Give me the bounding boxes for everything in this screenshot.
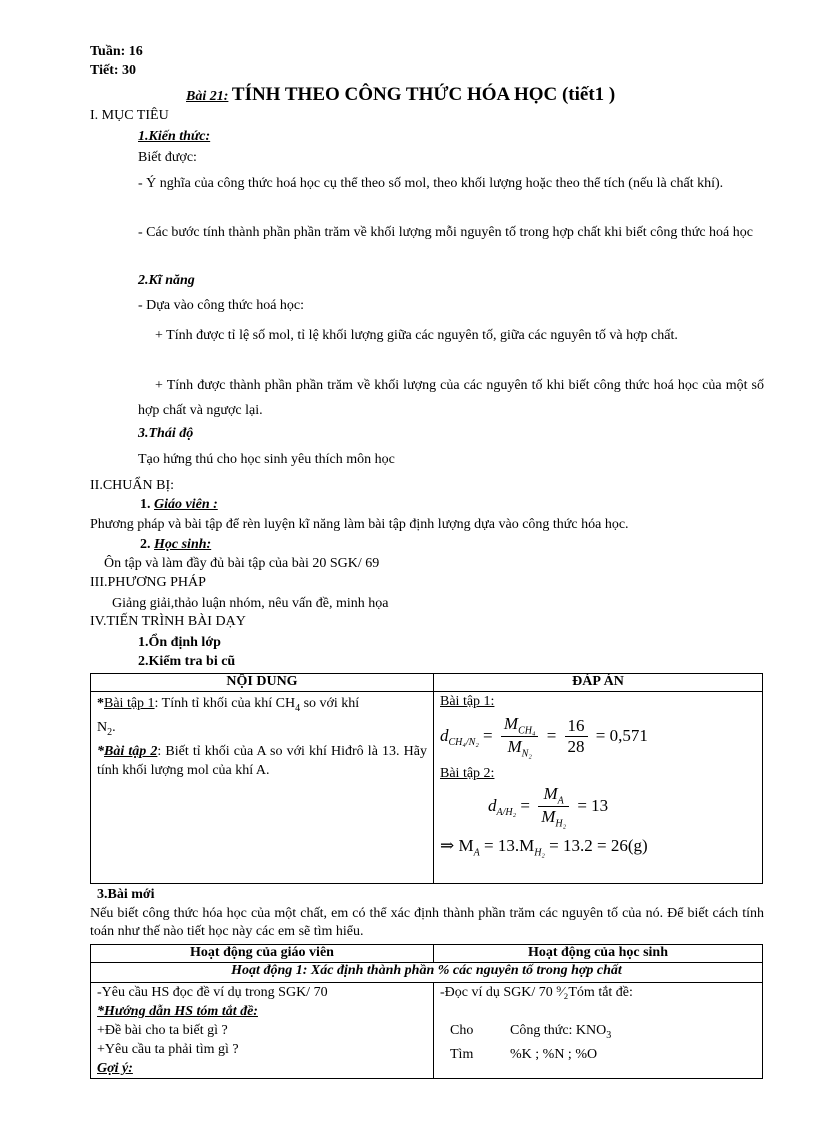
answer-1-frac-den: 28: [567, 737, 585, 757]
answer-2-m-den-sub: H₂: [555, 818, 567, 830]
answer-2-formula: $d_{A/H_2}$ = $\frac{M_A}{M_{H_2}}$ = 13: [488, 783, 609, 830]
skill-intro: - Dựa vào công thức hoá học:: [138, 298, 305, 313]
answer-2-m-num: M: [543, 783, 558, 803]
activity-col-teacher: Hoạt động của giáo viên: [91, 945, 434, 963]
answer-2-m-den: M: [541, 807, 556, 827]
student-heading: Học sinh:: [154, 537, 212, 552]
lesson-label: Bài 21:: [186, 89, 229, 104]
answer-2-mass-fraction: [538, 784, 569, 830]
answer-2-d-sub: A/H₂: [496, 806, 517, 818]
student-step-2: [440, 1021, 756, 1045]
question-1-text: : Tính tỉ khối của khí CH: [154, 696, 296, 711]
knowledge-paragraph-1: - Ý nghĩa của công thức hoá học cụ thể theo số mol, theo khối lượng hoặc theo thể tích (nếu là chất khí).: [138, 176, 724, 191]
method-text: Giảng giải,thảo luận nhóm, nêu vấn đề, minh họa: [112, 596, 389, 611]
step-1: 1.Ổn định lớp: [138, 635, 221, 650]
student-step-1: -Đọc ví dụ SGK/ 70 ⁹⁄₂Tóm tắt đề:: [440, 985, 633, 1000]
section-3-title: III.PHƯƠNG PHÁP: [90, 575, 206, 590]
answer-1-frac-num: 16: [565, 716, 588, 737]
student-text: Ôn tập và làm đầy đủ bài tập của bài 20 SGK/ 69: [104, 556, 380, 571]
activity-table: [90, 944, 763, 1079]
attitude-text: Tạo hứng thú cho học sinh yêu thích môn học: [138, 452, 395, 467]
teacher-step-4: +Yêu cầu ta phải tìm gì ?: [97, 1042, 239, 1057]
student-given-sub: 3: [606, 1029, 612, 1041]
skill-paragraph-1: + Tính được tỉ lệ số mol, tỉ lệ khối lượng giữa các nguyên tố, giữa các nguyên tố và hợp chất.: [155, 328, 678, 343]
question-1-text3: N: [97, 719, 108, 735]
teacher-activity-cell: [91, 983, 434, 1079]
answer-2-label: Bài tập 2:: [440, 765, 495, 781]
question-2: *Bài tập 2: Biết tỉ khối của A so với khí Hiđrô là 13. Hãy tính khối lượng mol của khí A.: [97, 743, 427, 778]
teacher-step-5: Gợi ý:: [97, 1061, 133, 1076]
attitude-heading: 3.Thái độ: [138, 426, 194, 441]
teacher-step-3: +Đề bài cho ta biết gì ?: [97, 1023, 228, 1038]
knowledge-paragraph-2: - Các bước tính thành phần phần trăm về khối lượng mỗi nguyên tố trong hợp chất khi biết công thức hoá học: [138, 225, 753, 240]
student-number: 2.: [140, 537, 151, 552]
student-step-3: [440, 1045, 756, 1064]
skill-heading: 2.Kĩ năng: [138, 273, 195, 288]
lesson-title: TÍNH THEO CÔNG THỨC HÓA HỌC (tiết1 ): [231, 84, 616, 105]
section-4-title: IV.TIẾN TRÌNH BÀI DẠY: [90, 614, 246, 629]
answer-2-final-sub2: H₂: [534, 846, 545, 858]
knowledge-intro: Biết được:: [138, 150, 197, 165]
lesson-heading: [186, 84, 615, 106]
answer-1-mass-fraction: [501, 714, 539, 760]
check-questions-cell: [91, 692, 434, 884]
answer-2-final-sub: A: [473, 846, 480, 858]
activity-1-heading: Hoạt động 1: Xác định thành phần % các nguyên tố trong hợp chất: [91, 963, 763, 983]
check-table: [90, 673, 763, 884]
teacher-heading-line: [140, 497, 218, 513]
question-1-text2: so với khí: [300, 696, 360, 711]
new-lesson-intro: Nếu biết công thức hóa học của một chất, em có thể xác định thành phần trăm các nguyên tố của nó. Để biết cách tính toán như thế nào tiết học này các em sẽ tìm hiểu.: [90, 906, 764, 939]
student-given-label: Cho: [450, 1023, 474, 1038]
student-heading-line: [140, 537, 211, 553]
answer-2-result: = 13: [577, 795, 609, 815]
check-answers-cell: [434, 692, 763, 884]
answer-1-formula: $d_{CH_4/N_2}$ = $\frac{M_{CH_4}}{M_{N_2}}$ = $\frac{16}{28}$ = 0,571: [440, 714, 648, 760]
student-find-label: Tìm: [450, 1046, 474, 1062]
activity-col-student: Hoạt động của học sinh: [434, 945, 763, 963]
answer-1-m-num: M: [503, 714, 519, 733]
question-1-sub: 4: [295, 702, 301, 714]
week-label: Tuần: 16: [90, 44, 143, 59]
answer-2-d: d: [488, 795, 497, 815]
skill-paragraph-2: + Tính được thành phần phần trăm về khối lượng của các nguyên tố khi biết công thức hoá học của một số hợp chất và ngược lại.: [138, 378, 764, 418]
question-1-label: Bài tập 1: [104, 696, 155, 711]
answer-2-final-mid: = 13.M: [479, 835, 535, 855]
question-2-label: Bài tập 2: [104, 743, 158, 759]
section-1-title: I. MỤC TIÊU: [90, 108, 169, 123]
answer-1-result: = 0,571: [595, 725, 648, 745]
check-col-content: NỘI DUNG: [91, 674, 434, 692]
period-label: Tiết: 30: [90, 63, 137, 78]
question-1-text4: .: [112, 719, 116, 735]
answer-2-final-end: = 13.2 = 26(g): [544, 835, 648, 855]
section-2-title: II.CHUẨN BỊ:: [90, 478, 174, 493]
answer-1-label: Bài tập 1:: [440, 694, 495, 709]
answer-1-d: d: [440, 725, 449, 745]
question-1: *Bài tập 1: Tính tỉ khối của khí $CH_4$ so với khí $N_2$.: [97, 696, 360, 738]
student-find-value: %K ; %N ; %O: [510, 1046, 598, 1062]
answer-1-m-den: M: [507, 737, 522, 757]
question-1-sub2: 2: [107, 726, 113, 738]
answer-2-final-start: ⇒ M: [440, 835, 474, 855]
teacher-heading: Giáo viên :: [154, 497, 218, 512]
teacher-number: 1.: [140, 497, 151, 512]
teacher-step-1: -Yêu cầu HS đọc đề ví dụ trong SGK/ 70: [97, 985, 328, 1000]
teacher-step-2: *Hướng dẫn HS tóm tắt đề:: [97, 1004, 258, 1019]
answer-2-final: [440, 836, 756, 858]
answer-2-m-num-sub: A: [557, 795, 564, 807]
question-2-text: : Biết tỉ khối của A so với khí Hiđrô là 13. Hãy tính khối lượng mol của khí A.: [97, 743, 427, 778]
teacher-text: Phương pháp và bài tập để rèn luyện kĩ năng làm bài tập định lượng dựa vào công thức hóa học.: [90, 517, 629, 532]
student-given-value: Công thức: KNO: [510, 1023, 607, 1038]
knowledge-heading: 1.Kiến thức:: [138, 129, 211, 144]
step-2: 2.Kiểm tra bi cũ: [138, 654, 236, 669]
answer-1-m-num-sub: CH₄: [518, 725, 536, 737]
answer-1-m-den-sub: N₂: [521, 748, 532, 760]
new-lesson-title: 3.Bài mới: [97, 887, 155, 902]
answer-1-d-sub: CH₄/N₂: [448, 737, 479, 749]
check-col-answer: ĐÁP ÁN: [434, 674, 763, 692]
answer-1-value-fraction: [565, 716, 588, 757]
student-activity-cell: [434, 983, 763, 1079]
